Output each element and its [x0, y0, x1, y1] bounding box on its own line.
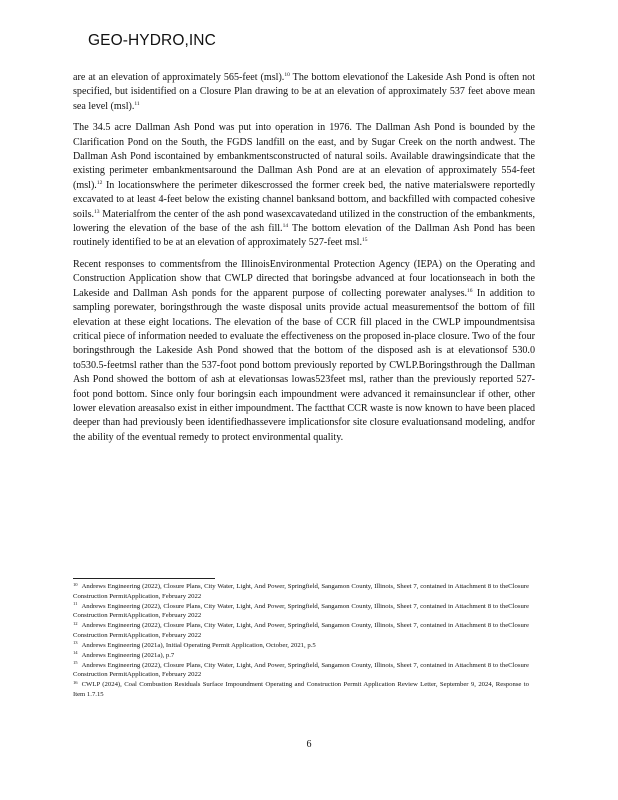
footnote-ref[interactable]: 16: [467, 287, 473, 294]
footnote-text: Andrews Engineering (2022), Closure Plans, City Water, Light, And Power, Springfield, Sangamon County, Illinois, Sheet 7, contained in Attachment 8 to theClosure Construction PermitApplication, February 2022: [73, 661, 529, 678]
footnote-text: Andrews Engineering (2021a), p.7: [81, 651, 175, 659]
text-run: Materialfrom the center of the ash pond wasexcavatedand utilized in the construction of the embankments, lowering the elevation of the base of the ash fill.: [73, 208, 535, 235]
footnote-number: 13: [73, 640, 78, 645]
footnote-ref[interactable]: 13: [94, 208, 100, 215]
footnote: [73, 621, 529, 640]
paragraph: [73, 71, 535, 114]
text-run: In addition to sampling porewater, boringsthrough the waste disposal units provide actual measurementsof the bottom of fill elevation at these eight locations. The elevation of the base of CCR fill placed in the CWLP impoundmentsisa critical piece of information needed to evaluate the effectiveness on the proposed in-place closure. Two of the four boringsthrough the Lakeside Ash Pond showed that the bottom of the disposed ash is at elevationsof 530.0 to530.5-feetmsl rather than the 537-foot pond bottom previously reported by CWLP.Boringsthrough the Dallman Ash Pond showed the bottom of ash at elevationsas lowas523feet msl, rather than the previously reported 527-foot pond bottom. Since only four boringsin each impoundment were advanced it remainsunclear if other, other lower elevation areasalso exist in either impoundment. The factthat CCR waste is now known to have been placed deeper than had previously been identifiedhassevere implicationsfor site closure evaluationsand modeling, andfor the ability of the eventual remedy to protect environmental quality.: [73, 287, 535, 443]
footnote-ref[interactable]: 15: [361, 237, 368, 244]
footnote-ref[interactable]: 14: [282, 223, 289, 230]
footnote-text: Andrews Engineering (2022), Closure Plans, City Water, Light, And Power, Springfield, Sangamon County, Illinois, Sheet 7, contained in Attachment 8 to theClosure Construction PermitApplication, February 2022: [73, 602, 529, 619]
paragraph: [73, 121, 535, 251]
text-run: In locationswhere the perimeter dikescrossed the former creek bed, the native materialswere reportedly excavated to at least 4-feet below the existing channel banksand bottom, and backfilled with compacted cohesive soils.: [73, 179, 535, 220]
footnote-number: 14: [73, 650, 78, 655]
paragraph: [73, 258, 535, 445]
footnotes: [73, 582, 529, 700]
text-run: The bottom elevation of the Dallman Ash Pond has been routinely identified to be at an elevation of approximately 527-feet msl.: [73, 223, 535, 249]
footnote: [73, 680, 529, 699]
footnote-number: 12: [73, 620, 78, 626]
footnote: [73, 602, 529, 621]
footnote-divider: [73, 578, 215, 579]
footnote-ref[interactable]: 10: [284, 72, 290, 78]
footnote: [73, 651, 529, 661]
text-run: The bottom elevationof the Lakeside Ash Pond is often not specified, but isidentified on a Closure Plan drawing to be at an elevation of approximately 537 feet above mean sea level (msl).: [73, 72, 536, 112]
footnote-ref[interactable]: 11: [134, 100, 140, 107]
footnote: [73, 641, 529, 651]
footnote: [73, 661, 529, 680]
footnote-text: CWLP (2024), Coal Combustion Residuals Surface Impoundment Operating and Construction Permit Application Review Letter, September 9, 2024, Response to Item 1.7.15: [73, 681, 529, 698]
company-header: GEO-HYDRO,INC: [88, 32, 216, 49]
footnote-text: Andrews Engineering (2022), Closure Plans, City Water, Light, And Power, Springfield, Sangamon County, Illinois, Sheet 7, contained in Attachment 8 to theClosure Construction PermitApplication, February 2022: [73, 583, 529, 600]
footnote-number: 10: [73, 581, 78, 587]
footnote-ref[interactable]: 12: [96, 179, 103, 186]
footnote-text: Andrews Engineering (2022), Closure Plans, City Water, Light, And Power, Springfield, Sangamon County, Illinois, Sheet 7, contained in Attachment 8 to theClosure Construction PermitApplication, February 2022: [73, 622, 529, 639]
page-number: 6: [306, 739, 312, 750]
text-run: Recent responses to commentsfrom the IllinoisEnvironmental Protection Agency (IEPA) on the Operating and Construction Application show that CWLP directed that boringsbe advanced at four locationseach in both the Lakeside and Dallman Ash ponds for the apparent purpose of collecting porewater analyses.: [73, 258, 535, 299]
text-run: are at an elevation of approximately 565-feet (msl).: [73, 72, 285, 83]
footnote-number: 15: [73, 660, 78, 665]
footnote-text: Andrews Engineering (2021a), Initial Operating Permit Application, October, 2021, p.5: [81, 641, 316, 649]
body-text: [73, 71, 535, 452]
footnote-number: 11: [73, 601, 78, 606]
text-run: The 34.5 acre Dallman Ash Pond was put into operation in 1976. The Dallman Ash Pond is bounded by the Clarification Pond on the South, the FGDS landfill on the east, and by Sugar Creek on the north andwest. The Dallman Ash Pond iscontained by embankmentsconstructed of natural soils. Available drawingsindicate that the existing perimeter embankmentsaround the Dallman Ash Pond are at an elevation of approximately 554-feet (msl).: [73, 122, 535, 191]
footnote: [73, 582, 529, 601]
footnote-number: 16: [73, 679, 78, 685]
